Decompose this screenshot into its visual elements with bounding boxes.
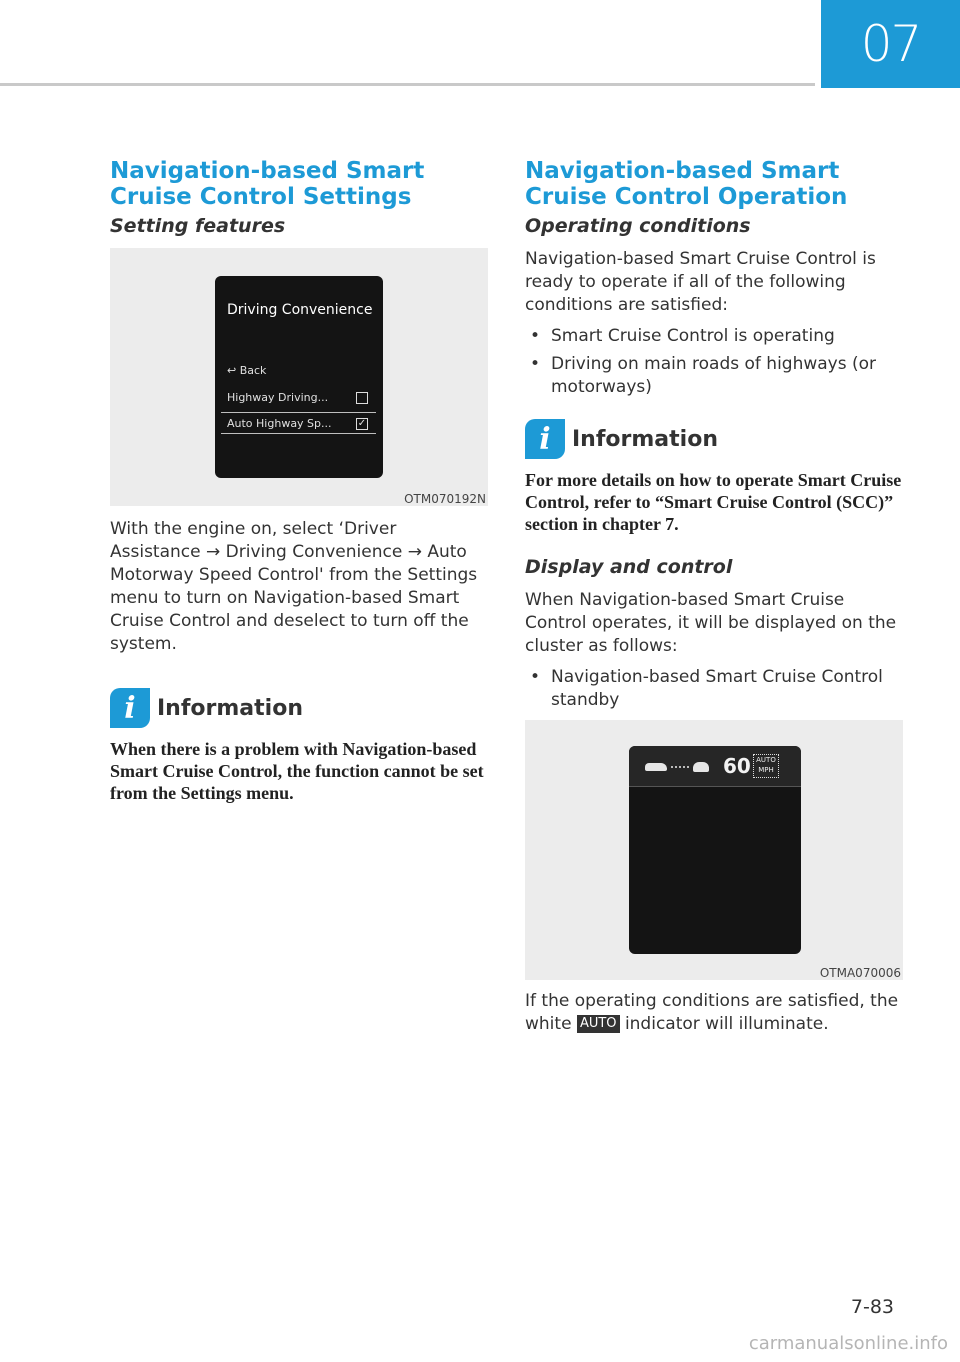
figure-caption: OTMA070006 xyxy=(819,966,901,980)
right-column xyxy=(525,158,903,1036)
info-title: Information xyxy=(157,695,303,721)
menu-item-back: ↩ Back xyxy=(227,364,267,377)
checked-box-icon: ✓ xyxy=(357,418,367,429)
back-arrow-icon: ↩ xyxy=(227,364,240,377)
conditions-intro: Navigation-based Smart Cruise Control is ready to operate if all of the following conditions are satisfied: xyxy=(525,249,876,315)
list-item: • Smart Cruise Control is operating xyxy=(525,325,903,348)
info-title: Information xyxy=(572,426,718,452)
left-column xyxy=(110,158,488,804)
figure-settings-menu xyxy=(110,248,488,506)
info-box-settings xyxy=(110,688,488,804)
info-box-operation xyxy=(525,419,903,535)
final-note: If the operating conditions are satisfied, the white AUTO indicator will illuminate. xyxy=(525,991,899,1034)
cluster-screen xyxy=(629,746,801,954)
display-intro: When Navigation-based Smart Cruise Control operates, it will be displayed on the cluster as follows: xyxy=(525,590,897,656)
chapter-number: 07 xyxy=(860,15,921,73)
cluster-screen xyxy=(215,276,383,478)
information-icon: i xyxy=(525,419,565,459)
subheading-setting-features: Setting features xyxy=(110,215,286,237)
subheading-operating-conditions: Operating conditions xyxy=(525,215,751,237)
set-speed: 60 xyxy=(723,754,751,778)
page-number: 7-83 xyxy=(850,1296,894,1318)
settings-instructions: With the engine on, select ‘Driver Assistance → Driving Convenience → Auto Motorway Speed Control' from the Settings menu to turn on Navigation-based Smart Cruise Control and deselect to turn off the system. xyxy=(110,519,478,654)
info-text: When there is a problem with Navigation-based Smart Cruise Control, the function cannot be set from the Settings menu. xyxy=(110,739,484,803)
lead-vehicle-icon xyxy=(645,763,667,771)
auto-mph-badge: AUTO MPH xyxy=(753,754,779,778)
unchecked-box-icon xyxy=(356,392,368,404)
list-item: • Navigation-based Smart Cruise Control standby xyxy=(525,666,903,712)
subheading-display-control: Display and control xyxy=(525,556,733,578)
information-icon: i xyxy=(110,688,150,728)
distance-dots-icon xyxy=(671,766,689,768)
menu-item-auto-highway-speed: Auto Highway Sp... ✓ xyxy=(221,412,376,434)
section-heading-operation: Navigation-based Smart Cruise Control Operation xyxy=(525,158,848,210)
figure-caption: OTM070192N xyxy=(404,492,486,506)
watermark: carmanualsonline.info xyxy=(748,1333,948,1354)
chapter-tab xyxy=(821,0,960,88)
list-item: • Driving on main roads of highways (or motorways) xyxy=(525,353,903,399)
header-rule xyxy=(0,83,815,86)
section-heading-settings: Navigation-based Smart Cruise Control Settings xyxy=(110,158,425,210)
conditions-list xyxy=(525,325,903,399)
display-list xyxy=(525,666,903,712)
figure-cluster-standby xyxy=(525,720,903,980)
menu-item-highway-driving: Highway Driving... xyxy=(221,387,376,409)
info-text: For more details on how to operate Smart Cruise Control, refer to “Smart Cruise Control (SCC)” section in chapter 7. xyxy=(525,470,902,534)
own-vehicle-icon xyxy=(693,762,709,772)
auto-indicator-badge: AUTO xyxy=(577,1015,620,1033)
menu-title: Driving Convenience xyxy=(227,302,373,318)
